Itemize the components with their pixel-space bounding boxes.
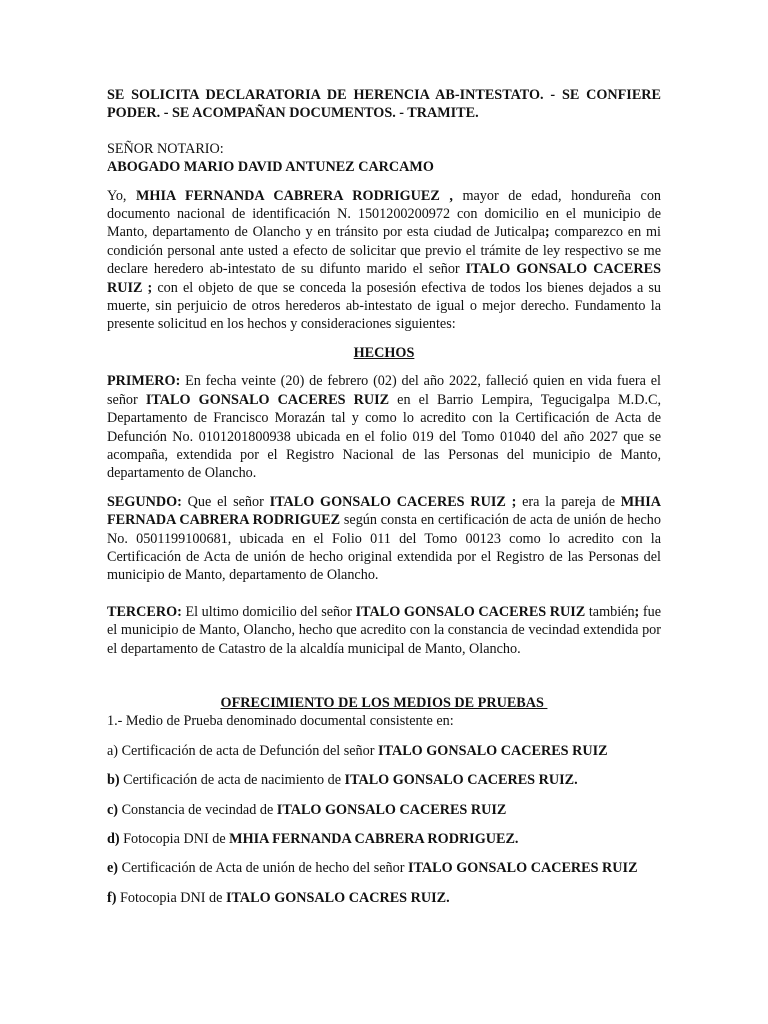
evidence-item xyxy=(107,889,661,907)
fact-primero-name: ITALO GONSALO CACERES RUIZ xyxy=(145,391,390,408)
fact-segundo xyxy=(107,493,661,585)
evidence-item xyxy=(107,771,661,789)
fact-primero-label: PRIMERO: xyxy=(107,373,181,390)
fact-tercero-name: ITALO GONSALO CACERES RUIZ xyxy=(355,603,586,620)
evidence-item-text: Fotocopia DNI de xyxy=(116,889,226,906)
fact-tercero-text-2: también xyxy=(585,603,635,620)
fact-tercero xyxy=(107,603,661,658)
document-title: SE SOLICITA DECLARATORIA DE HERENCIA AB-INTESTATO. - SE CONFIERE PODER. - SE ACOMPAÑAN DOCUMENTOS. - TRAMITE. xyxy=(107,87,661,122)
addressee-name: ABOGADO MARIO DAVID ANTUNEZ CARCAMO xyxy=(107,159,434,176)
evidence-item-name: ITALO GONSALO CACERES RUIZ xyxy=(378,742,608,759)
salutation: SEÑOR NOTARIO: xyxy=(107,140,224,157)
fact-tercero-semicolon: ; xyxy=(634,603,640,620)
evidence-item-name: ITALO GONSALO CACERES RUIZ. xyxy=(344,772,578,789)
evidence-item xyxy=(107,859,661,877)
fact-segundo-text-1: Que el señor xyxy=(181,493,270,510)
evidence-item-label: f) xyxy=(107,889,117,906)
intro-text-3: comparezco en mi condición personal ante usted a efecto de solicitar que previo el trámite de ley respectivo se me declare heredero ab-intestato de su difunto marido el señor xyxy=(107,224,661,278)
fact-segundo-name-2: MHIA FERNADA CABRERA RODRIGUEZ xyxy=(107,493,661,529)
fact-primero-text-1: En fecha veinte (20) de febrero (02) del año 2022, falleció quien en vida fuera el señor xyxy=(107,373,661,408)
deceased-name: ITALO GONSALO CACERES RUIZ ; xyxy=(107,261,661,296)
evidence-item xyxy=(107,801,661,819)
fact-segundo-name-1: ITALO GONSALO CACERES RUIZ ; xyxy=(269,493,517,510)
fact-segundo-label: SEGUNDO: xyxy=(107,493,182,510)
evidence-item-name: ITALO GONSALO CACERES RUIZ xyxy=(276,801,507,818)
pruebas-intro: 1.- Medio de Prueba denominado documental consistente en: xyxy=(107,713,454,730)
evidence-item-label: c) xyxy=(107,801,119,818)
intro-text-4: con el objeto de que se conceda la posesión efectiva de todos los bienes dejados a su muerte, sin perjuicio de otros herederos ab-intestato de igual o mejor derecho. Fundamento la presente solicitud en los hechos y consideraciones siguientes: xyxy=(107,279,662,333)
evidence-item-name: ITALO GONSALO CACRES RUIZ. xyxy=(226,889,450,906)
evidence-item-name: ITALO GONSALO CACERES RUIZ xyxy=(407,860,638,877)
fact-tercero-text-3: fue el municipio de Manto, Olancho, hecho que acredito con la constancia de vecindad extendida por el departamento de Catastro de la alcaldía municipal de Manto, Olancho. xyxy=(107,603,661,657)
evidence-item-label: a) xyxy=(107,742,119,759)
evidence-item-text: Constancia de vecindad de xyxy=(118,801,277,818)
intro-text-1: Yo, xyxy=(107,187,137,204)
fact-tercero-text-1: El ultimo domicilio del señor xyxy=(181,603,356,620)
evidence-item-label: e) xyxy=(107,860,119,877)
evidence-item-label: d) xyxy=(107,831,120,847)
evidence-item xyxy=(107,742,661,760)
intro-paragraph xyxy=(107,187,661,334)
evidence-item-name: MHIA FERNANDA CABRERA RODRIGUEZ. xyxy=(229,831,519,847)
evidence-item-label: b) xyxy=(107,772,120,789)
evidence-item-text: Certificación de acta de Defunción del señor xyxy=(118,742,379,759)
evidence-item-text: Certificación de Acta de unión de hecho del señor xyxy=(118,860,408,877)
fact-primero-text-2: en el Barrio Lempira, Tegucigalpa M.D.C, Departamento de Francisco Morazán tal y como lo acredito con la Certificación de Acta de Defunción No. 0101201800938 ubicada en el folio 019 del Tomo 01040 del año 2027 que se acompaña, extendida por el Registro Nacional de las Personas del municipio de Manto, departamento de Olancho. xyxy=(107,391,661,482)
pruebas-heading: OFRECIMIENTO DE LOS MEDIOS DE PRUEBAS xyxy=(220,694,548,711)
evidence-item xyxy=(107,830,661,848)
applicant-name: MHIA FERNANDA CABRERA RODRIGUEZ , xyxy=(136,187,453,204)
evidence-item-text: Certificación de acta de nacimiento de xyxy=(119,772,345,789)
intro-text-2: mayor de edad, hondureña con documento nacional de identificación N. 1501200200972 con domicilio en el municipio de Manto, departamento de Olancho y en tránsito por esta ciudad de Juticalpa xyxy=(107,187,662,241)
document-page xyxy=(107,86,661,907)
intro-semicolon: ; xyxy=(544,224,550,241)
fact-segundo-text-2: era la pareja de xyxy=(516,493,621,510)
hechos-heading: HECHOS xyxy=(353,344,415,361)
fact-tercero-label: TERCERO: xyxy=(107,603,182,620)
evidence-item-text: Fotocopia DNI de xyxy=(119,831,230,847)
fact-segundo-text-3: según consta en certificación de acta de unión de hecho No. 0501199100681, ubicada en el Folio 011 del Tomo 00123 como lo acredito con la Certificación de Acta de unión de hecho original extendida por el Registro de las Personas del municipio de Manto, departamento de Olancho. xyxy=(107,512,661,584)
fact-primero xyxy=(107,372,661,482)
